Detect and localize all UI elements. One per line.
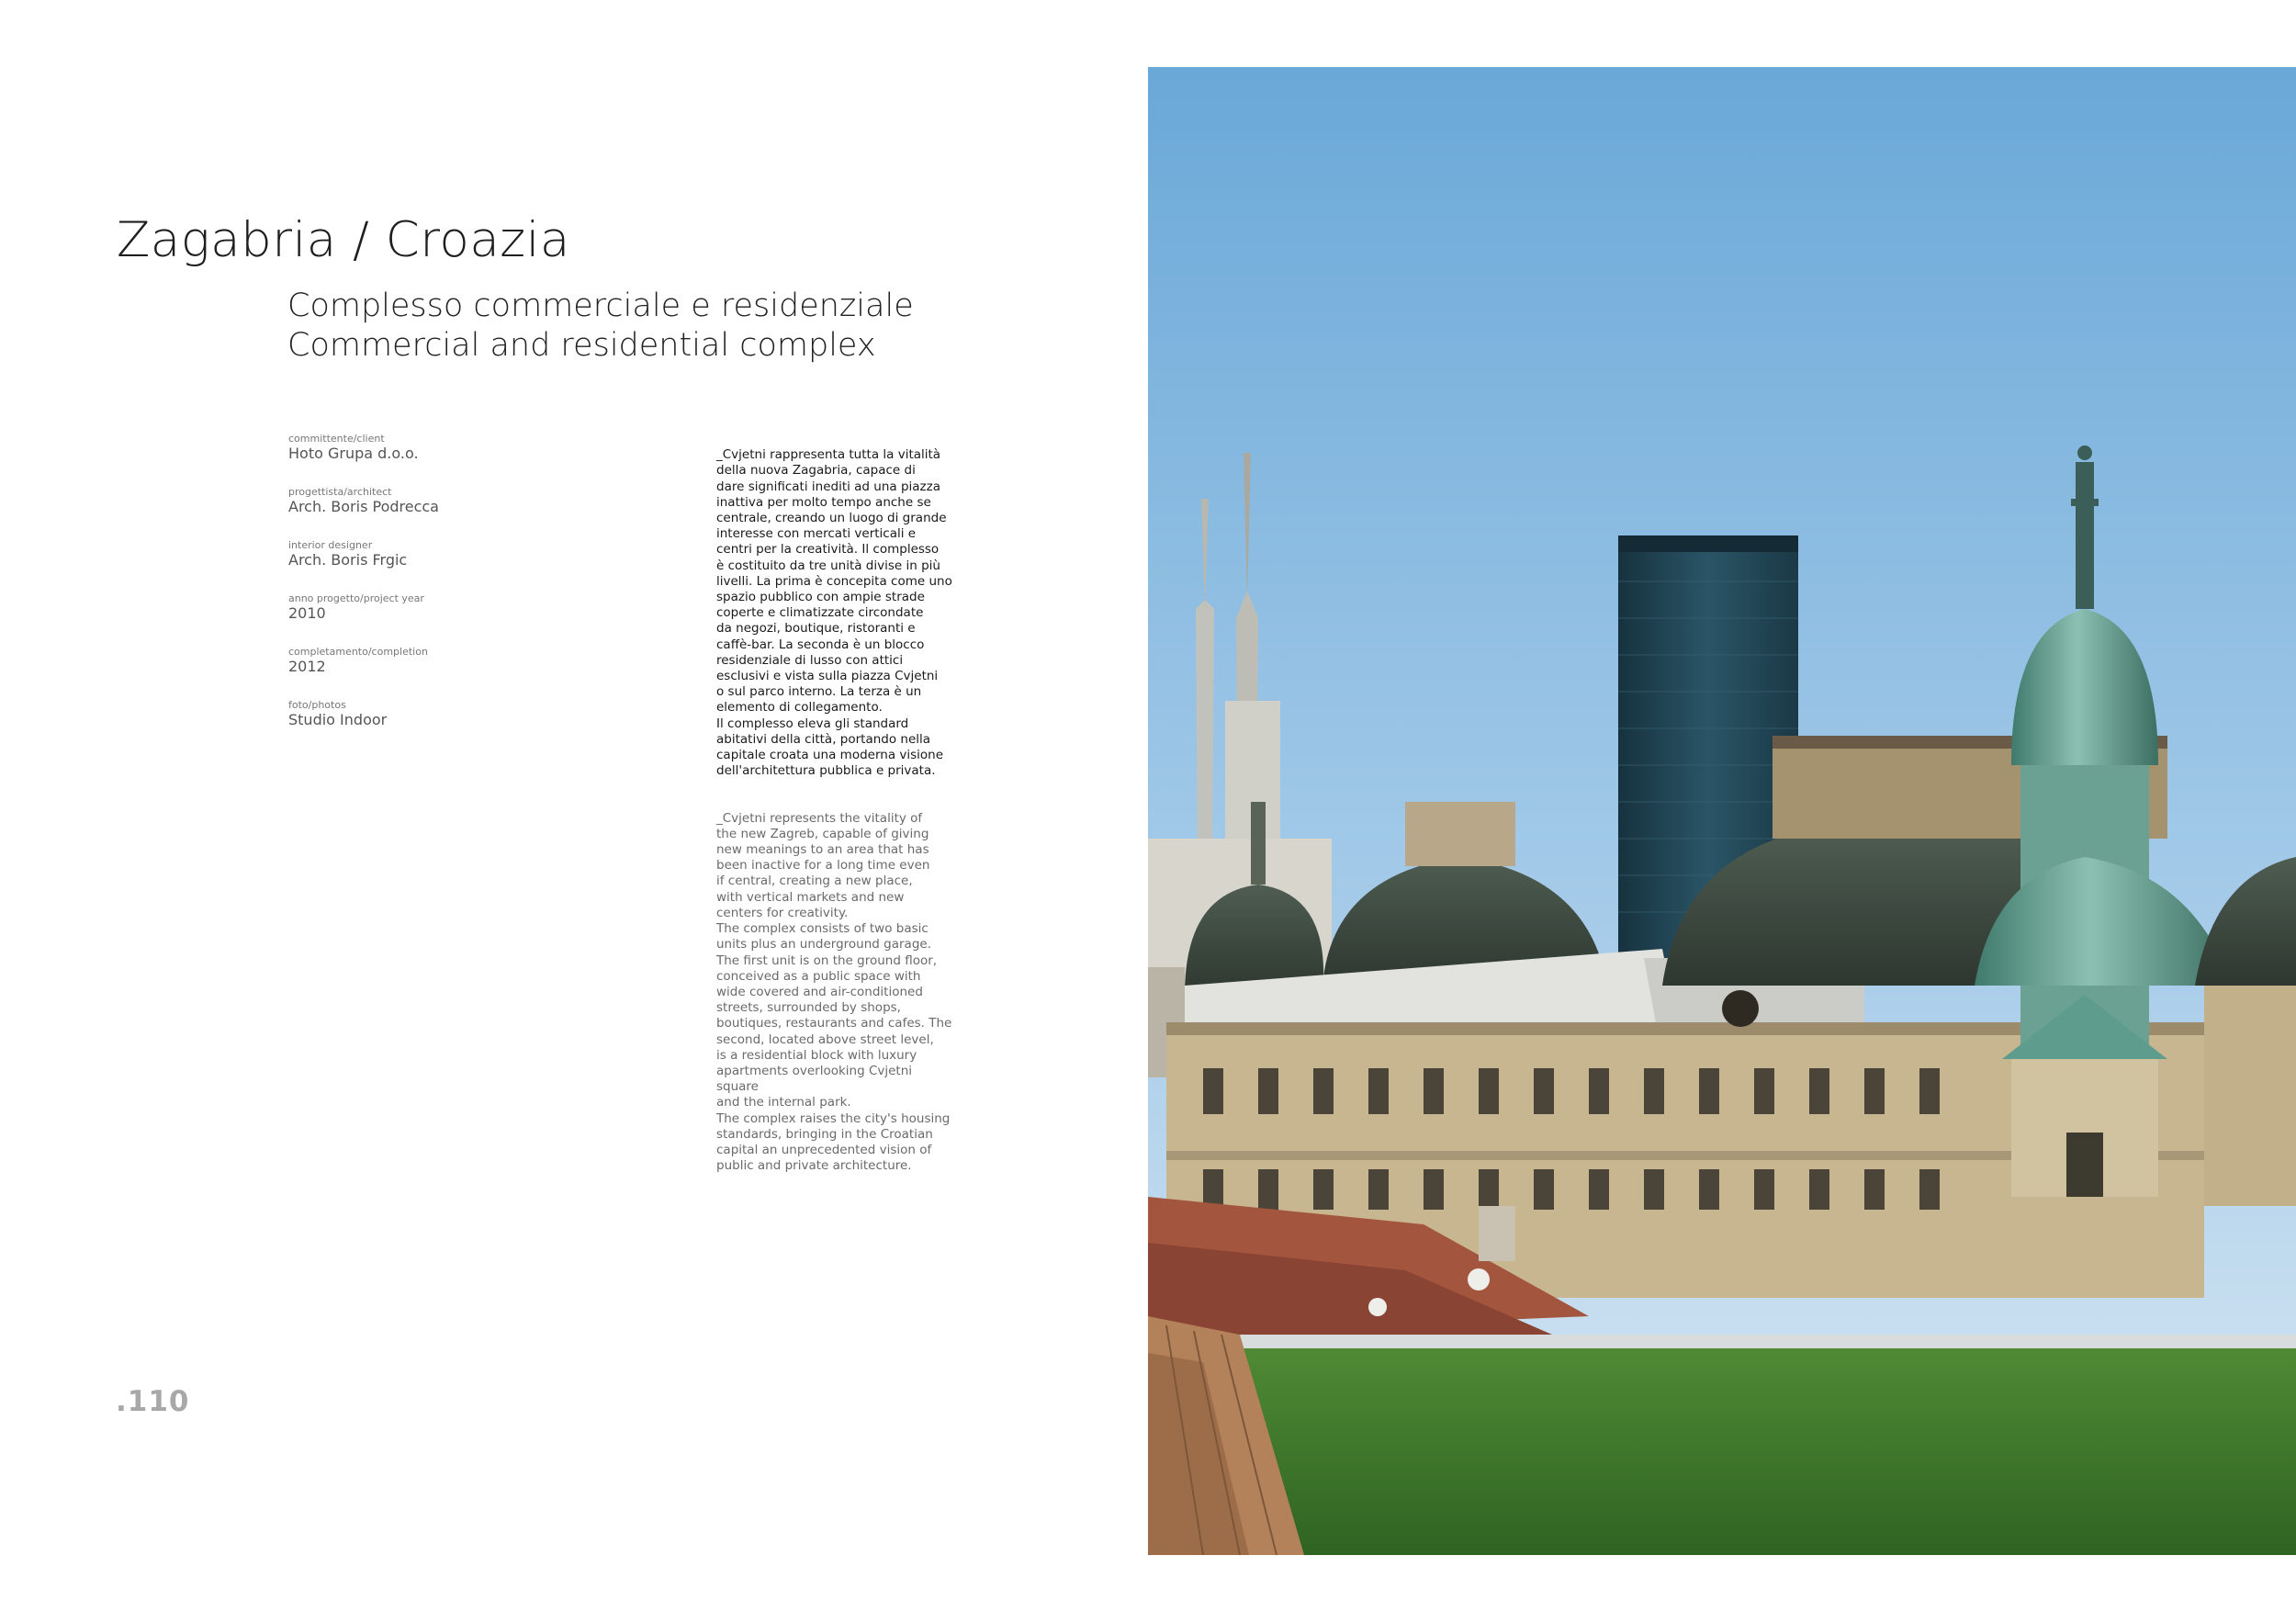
description-text [716,432,955,1190]
credit-value: 2012 [288,658,326,675]
description-italian: _Cvjetni rappresenta tutta la vitalità della nuova Zagabria, capace di dare significati inediti ad una piazza inattiva per molto tempo anche se centrale, creando un luogo di grande interesse con mercati verticali e centri per la creatività. Il complesso è costituito da tre unità divise in più livelli. La prima è concepita come uno spazio pubblico con ampie strade coperte e climatizzate circondate da negozi, boutique, ristoranti e caffè-bar. La seconda è un blocco residenziale di lusso con attici esclusivi e vista sulla piazza Cvjetni o sul parco interno. La terza è un elemento di collegamento. Il complesso eleva gli standard abitativi della città, portando nella capitale croata una moderna visione dell'architettura pubblica e privata. [716,447,952,779]
credit-value: Studio Indoor [288,711,388,728]
credit-client [288,434,619,487]
credit-project-year [288,593,619,647]
credit-label: anno progetto/project year [288,592,424,604]
credit-architect [288,487,619,540]
credit-value: Hoto Grupa d.o.o. [288,445,419,462]
credit-value: Arch. Boris Podrecca [288,498,439,515]
credit-label: interior designer [288,539,373,551]
subtitle-english: Commercial and residential complex [287,327,876,364]
credit-label: committente/client [288,433,385,445]
credit-label: completamento/completion [288,646,428,658]
credit-interior-designer [288,540,619,593]
page-number: .110 [116,1385,190,1418]
credit-photos [288,700,619,753]
subtitle-italian: Complesso commerciale e residenziale [287,287,914,324]
credit-label: progettista/architect [288,486,392,498]
building-photo [1148,67,2296,1555]
credit-value: 2010 [288,604,326,622]
subtitle [287,287,914,366]
credit-label: foto/photos [288,699,346,711]
description-english: _Cvjetni represents the vitality of the new Zagreb, capable of giving new meanings to an area that has been inactive for a long time even if central, creating a new place, with vertical markets and new centers for creativity. The complex consists of two basic units plus an underground garage. The first unit is on the ground floor, conceived as a public space with wide covered and air-conditioned streets, surrounded by shops, boutiques, restaurants and cafes. The second, located above street level, is a residential block with luxury apartments overlooking Cvjetni square and the internal park. The complex raises the city's housing standards, bringing in the Croatian capital an unprecedented vision of public and private architecture. [716,810,952,1174]
page-title: Zagabria / Croazia [117,212,570,268]
credits-list [288,434,619,753]
credit-completion [288,647,619,700]
credit-value: Arch. Boris Frgic [288,551,408,569]
